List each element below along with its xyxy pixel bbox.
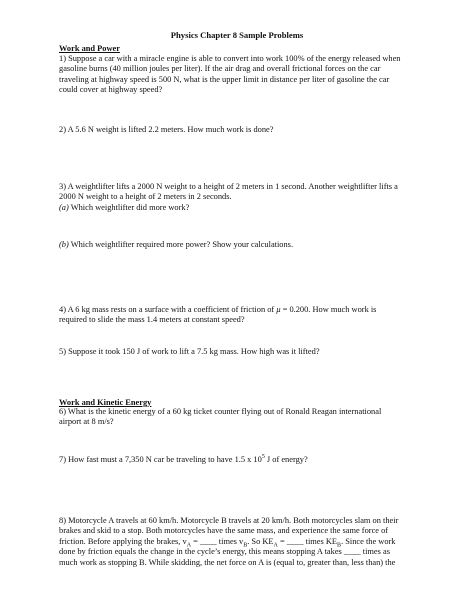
question-6: 6) What is the kinetic energy of a 60 kg ticket counter flying out of Ronald Reagan international airport at 8 m/s? bbox=[59, 407, 382, 427]
question-8: 8) Motorcycle A travels at 60 km/h. Motorcycle B travels at 20 km/h. Both motorcycles slam on their brakes and skid to a stop. Both motorcycles have the same mass, and experience the same force of friction. Before applying the brakes, $v_A$ = ____ times $v_B$. So $KE_A$ = ____ times $KE_B$. Since the work done by friction equals the change in the cycle’s energy, this means stopping A takes ____ times as much work as stopping B. While skidding, the net force on A is (equal to, greater than, less than) the bbox=[59, 516, 399, 567]
question-2: 2) A 5.6 N weight is lifted 2.2 meters. How much work is done? bbox=[59, 125, 274, 134]
question-3: 3) A weightlifter lifts a 2000 N weight to a height of 2 meters in 1 second. Another weightlifter lifts a 2000 N weight to a height of 2 meters in 2 seconds. (a) Which weightlifter did more work? bbox=[59, 182, 433, 213]
question-3a: (a) Which weightlifter did more work? bbox=[59, 202, 190, 212]
question-7: 7) How fast must a 7,350 N car be traveling to have 1.5 x $10^5$ J of energy? bbox=[59, 454, 308, 464]
document-title: Physics Chapter 8 Sample Problems bbox=[170, 30, 304, 40]
question-3b: (b) Which weightlifter required more power? Show your calculations. bbox=[59, 240, 294, 249]
section-heading-work-power: Work and Power bbox=[59, 44, 120, 53]
section-heading-work-kinetic-energy: Work and Kinetic Energy bbox=[59, 398, 152, 407]
question-4: 4) A 6 kg mass rests on a surface with a coefficient of friction of μ = 0.200. How much work is required to slide the mass 1.4 meters at constant speed? bbox=[59, 305, 377, 325]
question-5: 5) Suppose it took 150 J of work to lift a 7.5 kg mass. How high was it lifted? bbox=[59, 347, 320, 356]
question-1: 1) Suppose a car with a miracle engine is able to convert into work 100% of the energy released when gasoline burns (40 million joules per liter). If the air drag and overall frictional forces on the car traveling at highway speed is 500 N, what is the upper limit in distance per liter of gasoline the car could cover at highway speed? bbox=[59, 54, 401, 95]
